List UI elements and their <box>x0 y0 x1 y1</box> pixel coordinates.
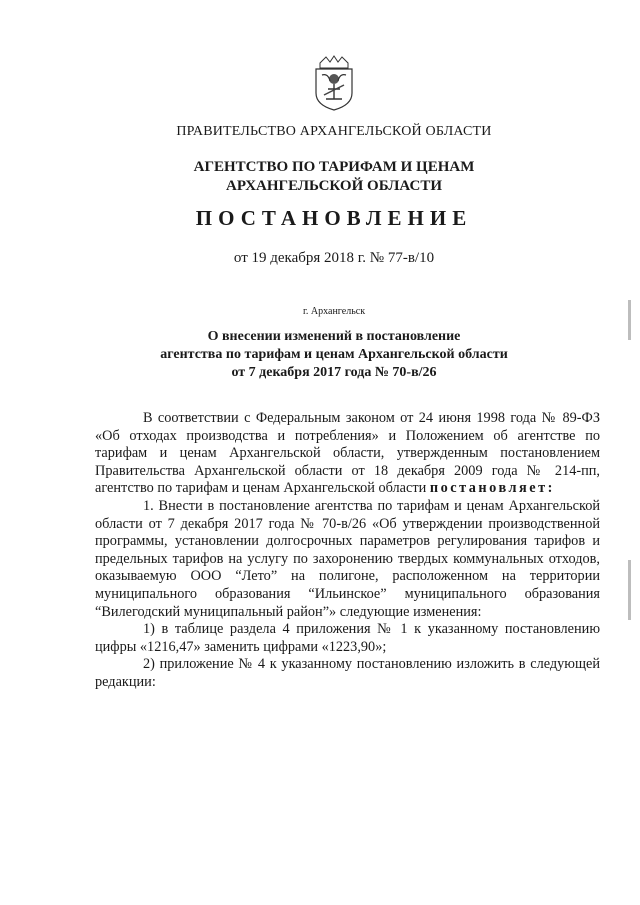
subject-line2: агентства по тарифам и ценам Архангельской области <box>160 347 508 362</box>
preamble-paragraph <box>95 410 600 498</box>
resolves-word: постановляет: <box>429 480 555 497</box>
document-subject <box>0 328 640 382</box>
city-line: г. Архангельск <box>302 306 366 317</box>
preamble-text: В соответствии с Федеральным законом от 24 июня 1998 года № 89-ФЗ «Об отходах производства и потребления» и Положением об агентстве по тарифам и ценам Архангельской области, утвержденным постановлением Правительства Архангельской области от 18 декабря 2009 года № 214-пп, агентство по тарифам и ценам Архангельской области <box>95 410 600 497</box>
scan-edge-mark <box>628 300 631 340</box>
subject-line3: от 7 декабря 2017 года № 70-в/26 <box>231 365 437 380</box>
subject-line1: О внесении изменений в постановление <box>207 329 461 344</box>
government-title: ПРАВИТЕЛЬСТВО АРХАНГЕЛЬСКОЙ ОБЛАСТИ <box>176 124 492 139</box>
agency-title-line2: АРХАНГЕЛЬСКОЙ ОБЛАСТИ <box>226 178 442 194</box>
date-and-number: от 19 декабря 2018 г. № 77-в/10 <box>233 250 435 266</box>
document-body <box>95 410 600 692</box>
scan-edge-mark <box>628 560 631 620</box>
agency-title <box>0 158 640 196</box>
coat-of-arms-icon <box>314 55 354 111</box>
item-1-paragraph: 1. Внести в постановление агентства по тарифам и ценам Архангельской области от 7 декабря 2017 года № 70-в/26 «Об утверждении производственной программы, установлении долгосрочных параметров регулирования тарифов и предельных тарифов на услугу по захоронению твердых коммунальных отходов, оказываемую ООО “Лето” на полигоне, расположенном на территории муниципального образования “Ильинское” муниципального образования “Вилегодский муниципальный район”» следующие изменения: <box>95 497 600 620</box>
subitem-2-paragraph: 2) приложение № 4 к указанному постановлению изложить в следующей редакции: <box>95 656 600 690</box>
document-type: ПОСТАНОВЛЕНИЕ <box>195 206 473 230</box>
agency-title-line1: АГЕНТСТВО ПО ТАРИФАМ И ЦЕНАМ <box>193 159 475 175</box>
subitem-1-paragraph: 1) в таблице раздела 4 приложения № 1 к указанному постановлению цифры «1216,47» заменить цифрами «1223,90»; <box>95 621 600 655</box>
